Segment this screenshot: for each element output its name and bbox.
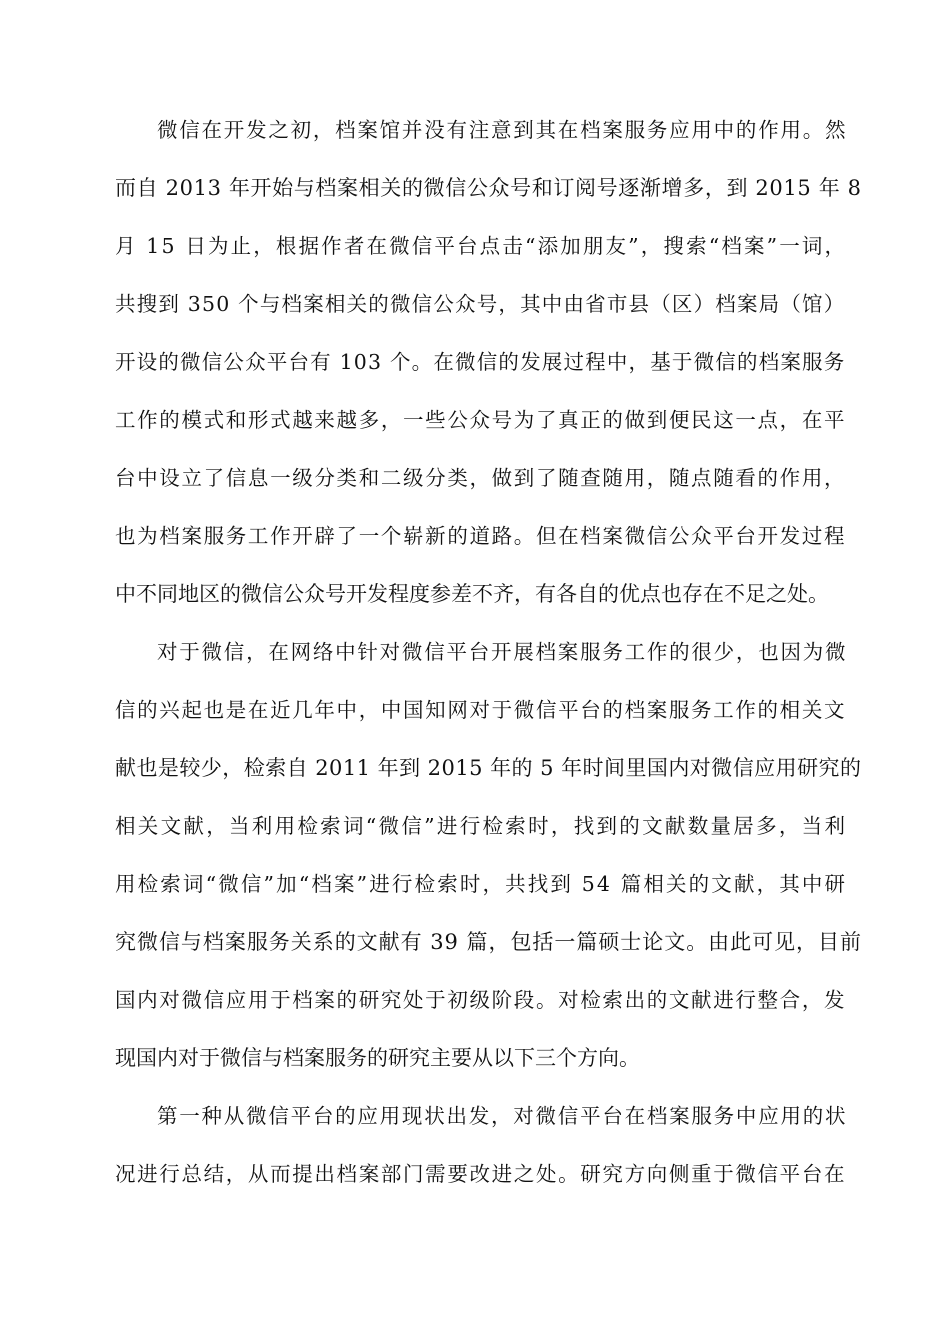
paragraph-2-line-6: 究微信与档案服务关系的文献有 39 篇，包括一篇硕士论文。由此可见，目前 (115, 930, 862, 954)
paragraph-2-line-1: 对于微信，在网络中针对微信平台开展档案服务工作的很少，也因为微 (157, 640, 848, 664)
paragraph-1-line-2: 而自 2013 年开始与档案相关的微信公众号和订阅号逐渐增多，到 2015 年 8 (115, 176, 862, 200)
paragraph-1-line-8: 也为档案服务工作开辟了一个崭新的道路。但在档案微信公众平台开发过程 (115, 524, 847, 548)
paragraph-1-line-1: 微信在开发之初，档案馆并没有注意到其在档案服务应用中的作用。然 (157, 118, 848, 142)
paragraph-2-line-3: 献也是较少，检索自 2011 年到 2015 年的 5 年时间里国内对微信应用研究的 (115, 756, 862, 780)
paragraph-1-line-7: 台中设立了信息一级分类和二级分类，做到了随查随用，随点随看的作用， (115, 466, 847, 490)
paragraph-2-line-5: 用检索词“微信”加“档案”进行检索时，共找到 54 篇相关的文献，其中研 (115, 872, 848, 896)
paragraph-1-line-3: 月 15 日为止，根据作者在微信平台点击“添加朋友”，搜索“档案”一词， (115, 234, 848, 258)
paragraph-2-line-2: 信的兴起也是在近几年中，中国知网对于微信平台的档案服务工作的相关文 (115, 698, 847, 722)
paragraph-2-line-4: 相关文献，当利用检索词“微信”进行检索时，找到的文献数量居多，当利 (115, 814, 848, 838)
paragraph-1-line-5: 开设的微信公众平台有 103 个。在微信的发展过程中，基于微信的档案服务 (115, 350, 846, 374)
paragraph-2-line-8: 现国内对于微信与档案服务的研究主要从以下三个方向。 (115, 1046, 640, 1070)
paragraph-3-line-1: 第一种从微信平台的应用现状出发，对微信平台在档案服务中应用的状 (157, 1104, 848, 1128)
paragraph-1-line-9: 中不同地区的微信公众号开发程度参差不齐，有各自的优点也存在不足之处。 (115, 582, 829, 606)
paragraph-3-line-2: 况进行总结，从而提出档案部门需要改进之处。研究方向侧重于微信平台在 (115, 1162, 847, 1186)
paragraph-1-line-4: 共搜到 350 个与档案相关的微信公众号，其中由省市县（区）档案局（馆） (115, 292, 846, 316)
paragraph-1-line-6: 工作的模式和形式越来越多，一些公众号为了真正的做到便民这一点，在平 (115, 408, 847, 432)
paragraph-2-line-7: 国内对微信应用于档案的研究处于初级阶段。对检索出的文献进行整合，发 (115, 988, 847, 1012)
